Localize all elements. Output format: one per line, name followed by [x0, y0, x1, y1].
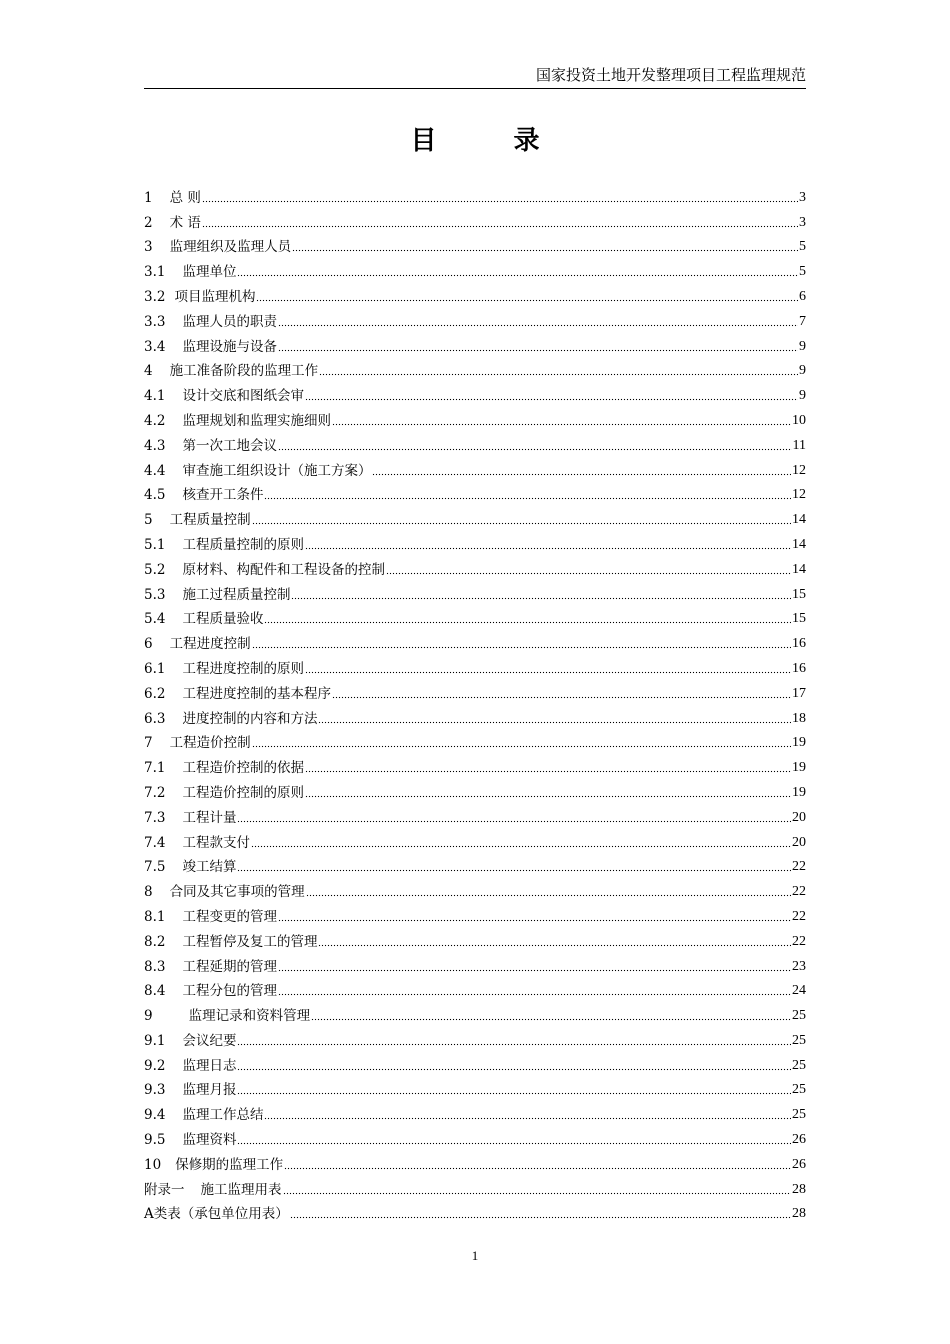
toc-entry-number: 7.3 — [144, 809, 166, 826]
toc-entry-page: 12 — [792, 487, 806, 503]
toc-entry[interactable] — [144, 604, 806, 629]
toc-dot-leader — [256, 299, 798, 302]
toc-entry-title: 设计交底和图纸会审 — [182, 388, 304, 405]
toc-entry[interactable] — [144, 356, 806, 381]
toc-entry-page: 19 — [792, 760, 806, 776]
toc-entry-title: 工程造价控制的依据 — [182, 760, 304, 777]
toc-entry[interactable] — [144, 678, 806, 703]
toc-entry-number: 9.3 — [144, 1082, 166, 1099]
toc-entry-title: 监理工作总结 — [182, 1107, 264, 1124]
toc-entry-title: 监理月报 — [182, 1082, 237, 1099]
toc-entry-title: 工程计量 — [182, 809, 237, 826]
toc-entry[interactable] — [144, 827, 806, 852]
toc-entry-title: 监理规划和监理实施细则 — [182, 412, 331, 429]
toc-dot-leader — [237, 1068, 791, 1071]
toc-entry-number: 4 — [144, 363, 153, 380]
toc-entry-title: 进度控制的内容和方法 — [182, 710, 318, 727]
toc-entry-number: 6 — [144, 636, 153, 653]
toc-entry-number: 3 — [144, 239, 153, 256]
toc-entry-page: 28 — [792, 1181, 806, 1197]
toc-entry-page: 17 — [792, 685, 806, 701]
toc-dot-leader — [311, 1018, 791, 1021]
toc-dot-leader — [237, 869, 791, 872]
toc-dot-leader — [251, 845, 791, 848]
toc-entry[interactable] — [144, 901, 806, 926]
toc-entry-number: 5 — [144, 512, 153, 529]
toc-entry-page: 5 — [799, 264, 806, 280]
toc-dot-leader — [278, 919, 791, 922]
toc-entry-number: 5.2 — [144, 561, 166, 578]
toc-entry-page: 20 — [792, 834, 806, 850]
toc-entry[interactable] — [144, 1099, 806, 1124]
toc-entry[interactable] — [144, 529, 806, 554]
toc-dot-leader — [237, 1092, 791, 1095]
toc-entry-page: 25 — [792, 1032, 806, 1048]
toc-entry-page: 18 — [792, 710, 806, 726]
toc-entry[interactable] — [144, 281, 806, 306]
toc-entry[interactable] — [144, 852, 806, 877]
toc-entry-page: 15 — [792, 611, 806, 627]
toc-entry-title: 竣工结算 — [182, 859, 237, 876]
toc-entry-number: 6.2 — [144, 685, 166, 702]
toc-entry-title: 工程延期的管理 — [182, 958, 277, 975]
toc-dot-leader — [278, 448, 792, 451]
toc-entry-number: 4.2 — [144, 412, 166, 429]
toc-entry-number: 8.4 — [144, 983, 166, 1000]
toc-entry-page: 25 — [792, 1107, 806, 1123]
toc-dot-leader — [318, 721, 791, 724]
toc-entry[interactable] — [144, 430, 806, 455]
toc-dot-leader — [264, 1117, 791, 1120]
toc-entry-number: 1 — [144, 189, 153, 206]
toc-entry-number: 9.1 — [144, 1032, 166, 1049]
toc-entry-page: 7 — [799, 313, 806, 329]
table-of-contents — [144, 182, 806, 1223]
toc-entry-number: 7 — [144, 735, 153, 752]
toc-entry[interactable] — [144, 653, 806, 678]
toc-entry-number: 5.1 — [144, 536, 166, 553]
toc-entry-page: 20 — [792, 809, 806, 825]
toc-entry-number: 4.1 — [144, 388, 166, 405]
toc-entry-title: 核查开工条件 — [182, 487, 264, 504]
toc-entry-title: 施工监理用表 — [200, 1181, 282, 1198]
toc-dot-leader — [237, 1142, 791, 1145]
toc-entry[interactable] — [144, 951, 806, 976]
toc-entry-page: 9 — [799, 388, 806, 404]
toc-dot-leader — [202, 200, 798, 203]
toc-entry-page: 9 — [799, 338, 806, 354]
toc-entry[interactable] — [144, 777, 806, 802]
toc-entry-page: 19 — [792, 784, 806, 800]
toc-entry-title: 项目监理机构 — [174, 288, 256, 305]
toc-dot-leader — [252, 522, 791, 525]
toc-dot-leader — [290, 1216, 791, 1219]
toc-entry-number: 3.4 — [144, 338, 166, 355]
toc-entry-page: 28 — [792, 1206, 806, 1222]
toc-entry-title: 工程款支付 — [182, 834, 250, 851]
toc-entry-title: 总 则 — [169, 189, 201, 206]
toc-dot-leader — [372, 473, 791, 476]
toc-entry[interactable] — [144, 1124, 806, 1149]
toc-entry-page: 25 — [792, 1082, 806, 1098]
toc-entry[interactable] — [144, 703, 806, 728]
toc-entry-page: 22 — [792, 884, 806, 900]
toc-dot-leader — [252, 646, 791, 649]
toc-entry-page: 16 — [792, 636, 806, 652]
toc-entry-number: 7.1 — [144, 760, 166, 777]
toc-dot-leader — [264, 497, 791, 500]
toc-entry-page: 14 — [792, 561, 806, 577]
toc-entry-title: 会议纪要 — [182, 1032, 237, 1049]
toc-entry-title: 工程进度控制 — [169, 636, 251, 653]
toc-entry-number: 7.5 — [144, 859, 166, 876]
toc-entry-title: 工程造价控制的原则 — [182, 784, 304, 801]
toc-entry-title: 施工过程质量控制 — [182, 586, 291, 603]
toc-entry-title: 工程进度控制的原则 — [182, 660, 304, 677]
toc-entry-number: 4.5 — [144, 487, 166, 504]
toc-entry-title: 术 语 — [169, 214, 201, 231]
toc-dot-leader — [278, 349, 798, 352]
toc-entry[interactable] — [144, 405, 806, 430]
toc-entry-title: 工程暂停及复工的管理 — [182, 933, 318, 950]
toc-dot-leader — [284, 1167, 791, 1170]
toc-entry[interactable] — [144, 926, 806, 951]
toc-entry-page: 22 — [792, 933, 806, 949]
toc-entry-title: 监理设施与设备 — [182, 338, 277, 355]
toc-entry-page: 11 — [792, 437, 806, 453]
toc-dot-leader — [291, 597, 791, 600]
toc-entry-page: 14 — [792, 536, 806, 552]
toc-entry-title: 监理资料 — [182, 1132, 237, 1149]
toc-entry[interactable] — [144, 1149, 806, 1174]
toc-entry[interactable] — [144, 752, 806, 777]
toc-entry[interactable] — [144, 1000, 806, 1025]
toc-dot-leader — [264, 621, 791, 624]
toc-entry-page: 9 — [799, 363, 806, 379]
toc-entry-number: 3.3 — [144, 313, 166, 330]
toc-entry[interactable] — [144, 802, 806, 827]
toc-dot-leader — [278, 324, 798, 327]
page-number: 1 — [471, 1248, 479, 1263]
toc-dot-leader — [332, 423, 791, 426]
toc-entry-page: 10 — [792, 412, 806, 428]
toc-entry[interactable] — [144, 232, 806, 257]
toc-entry[interactable] — [144, 182, 806, 207]
toc-entry-number: 5.3 — [144, 586, 166, 603]
toc-entry-title: 工程变更的管理 — [182, 908, 277, 925]
toc-dot-leader — [278, 993, 791, 996]
toc-entry-page: 14 — [792, 512, 806, 528]
toc-entry-page: 25 — [792, 1057, 806, 1073]
toc-entry[interactable] — [144, 628, 806, 653]
toc-entry-number: 9.4 — [144, 1107, 166, 1124]
toc-entry[interactable] — [144, 554, 806, 579]
toc-entry-number: 7.4 — [144, 834, 166, 851]
toc-entry-number: 9 — [144, 1008, 153, 1025]
toc-entry-title: 第一次工地会议 — [182, 437, 277, 454]
toc-dot-leader — [278, 969, 791, 972]
toc-entry-number: 附录一 — [144, 1181, 185, 1198]
toc-entry-number: 2 — [144, 214, 153, 231]
toc-entry-title: 保修期的监理工作 — [175, 1156, 284, 1173]
toc-entry-title: 工程造价控制 — [169, 735, 251, 752]
toc-entry[interactable] — [144, 256, 806, 281]
toc-entry-title: 施工准备阶段的监理工作 — [169, 363, 319, 380]
toc-entry-title: 工程分包的管理 — [182, 983, 277, 1000]
toc-entry-title: 监理人员的职责 — [182, 313, 277, 330]
toc-dot-leader — [305, 671, 791, 674]
toc-entry-page: 23 — [792, 958, 806, 974]
toc-entry-title: 监理单位 — [182, 264, 237, 281]
toc-entry-title: 工程质量验收 — [182, 611, 264, 628]
toc-entry[interactable] — [144, 876, 806, 901]
toc-dot-leader — [332, 696, 791, 699]
toc-entry[interactable] — [144, 480, 806, 505]
toc-dot-leader — [283, 1192, 792, 1195]
toc-dot-leader — [305, 398, 798, 401]
toc-entry-number: 6.3 — [144, 710, 166, 727]
toc-entry-page: 6 — [799, 288, 806, 304]
toc-entry-number: 6.1 — [144, 660, 166, 677]
toc-entry-title: 原材料、构配件和工程设备的控制 — [182, 561, 385, 578]
toc-entry-page: 22 — [792, 859, 806, 875]
toc-entry-title: 监理日志 — [182, 1057, 237, 1074]
toc-entry[interactable] — [144, 728, 806, 753]
toc-entry-page: 19 — [792, 735, 806, 751]
toc-dot-leader — [252, 745, 791, 748]
toc-entry-title: 工程进度控制的基本程序 — [182, 685, 331, 702]
toc-dot-leader — [386, 572, 791, 575]
toc-entry-number: 9.5 — [144, 1132, 166, 1149]
toc-entry-page: 5 — [799, 239, 806, 255]
toc-entry[interactable] — [144, 579, 806, 604]
toc-entry-number: 8.2 — [144, 933, 166, 950]
toc-entry-page: 24 — [792, 983, 806, 999]
toc-entry[interactable] — [144, 1050, 806, 1075]
toc-dot-leader — [292, 249, 798, 252]
toc-entry-number: 10 — [144, 1156, 162, 1173]
toc-dot-leader — [319, 373, 798, 376]
toc-entry[interactable] — [144, 455, 806, 480]
toc-entry-page: 25 — [792, 1008, 806, 1024]
toc-entry-number: 4.3 — [144, 437, 166, 454]
toc-entry-title: 合同及其它事项的管理 — [169, 884, 305, 901]
toc-dot-leader — [318, 944, 791, 947]
toc-entry-page: 26 — [792, 1132, 806, 1148]
toc-entry[interactable] — [144, 380, 806, 405]
toc-entry-number: 7.2 — [144, 784, 166, 801]
toc-dot-leader — [305, 770, 791, 773]
toc-entry-number: 8.3 — [144, 958, 166, 975]
toc-entry-number: 3.1 — [144, 264, 166, 281]
toc-entry-page: 3 — [799, 189, 806, 205]
toc-entry-number: 9.2 — [144, 1057, 166, 1074]
toc-entry-title: 审查施工组织设计（施工方案） — [182, 462, 372, 479]
toc-entry-number: 5.4 — [144, 611, 166, 628]
toc-entry-page: 16 — [792, 660, 806, 676]
toc-entry-title: 监理记录和资料管理 — [188, 1008, 311, 1025]
toc-entry-number: A类表（承包单位用表） — [144, 1206, 289, 1223]
toc-entry[interactable] — [144, 331, 806, 356]
toc-entry-page: 15 — [792, 586, 806, 602]
toc-entry[interactable] — [144, 1025, 806, 1050]
toc-entry-title: 工程质量控制的原则 — [182, 536, 304, 553]
toc-dot-leader — [237, 1043, 791, 1046]
toc-dot-leader — [305, 795, 791, 798]
toc-entry[interactable] — [144, 1075, 806, 1100]
toc-entry-number: 4.4 — [144, 462, 166, 479]
page-title: 目 录 — [410, 126, 574, 156]
toc-entry-title: 监理组织及监理人员 — [169, 239, 292, 256]
toc-entry[interactable] — [144, 207, 806, 232]
toc-entry[interactable] — [144, 504, 806, 529]
toc-entry-number: 8 — [144, 884, 153, 901]
toc-entry-number: 3.2 — [144, 288, 166, 305]
toc-dot-leader — [237, 820, 791, 823]
toc-entry-page: 12 — [792, 462, 806, 478]
toc-entry[interactable] — [144, 1174, 806, 1199]
toc-entry[interactable] — [144, 306, 806, 331]
toc-dot-leader — [306, 894, 791, 897]
toc-entry-page: 26 — [792, 1156, 806, 1172]
toc-dot-leader — [202, 225, 798, 228]
toc-entry-page: 3 — [799, 214, 806, 230]
header-title: 国家投资土地开发整理项目工程监理规范 — [535, 66, 806, 84]
toc-dot-leader — [237, 274, 798, 277]
toc-entry-title: 工程质量控制 — [169, 512, 251, 529]
toc-dot-leader — [305, 547, 791, 550]
page-header — [144, 64, 806, 89]
toc-entry-page: 22 — [792, 908, 806, 924]
toc-entry-number: 8.1 — [144, 908, 166, 925]
toc-entry[interactable] — [144, 1199, 806, 1224]
toc-entry[interactable] — [144, 976, 806, 1001]
